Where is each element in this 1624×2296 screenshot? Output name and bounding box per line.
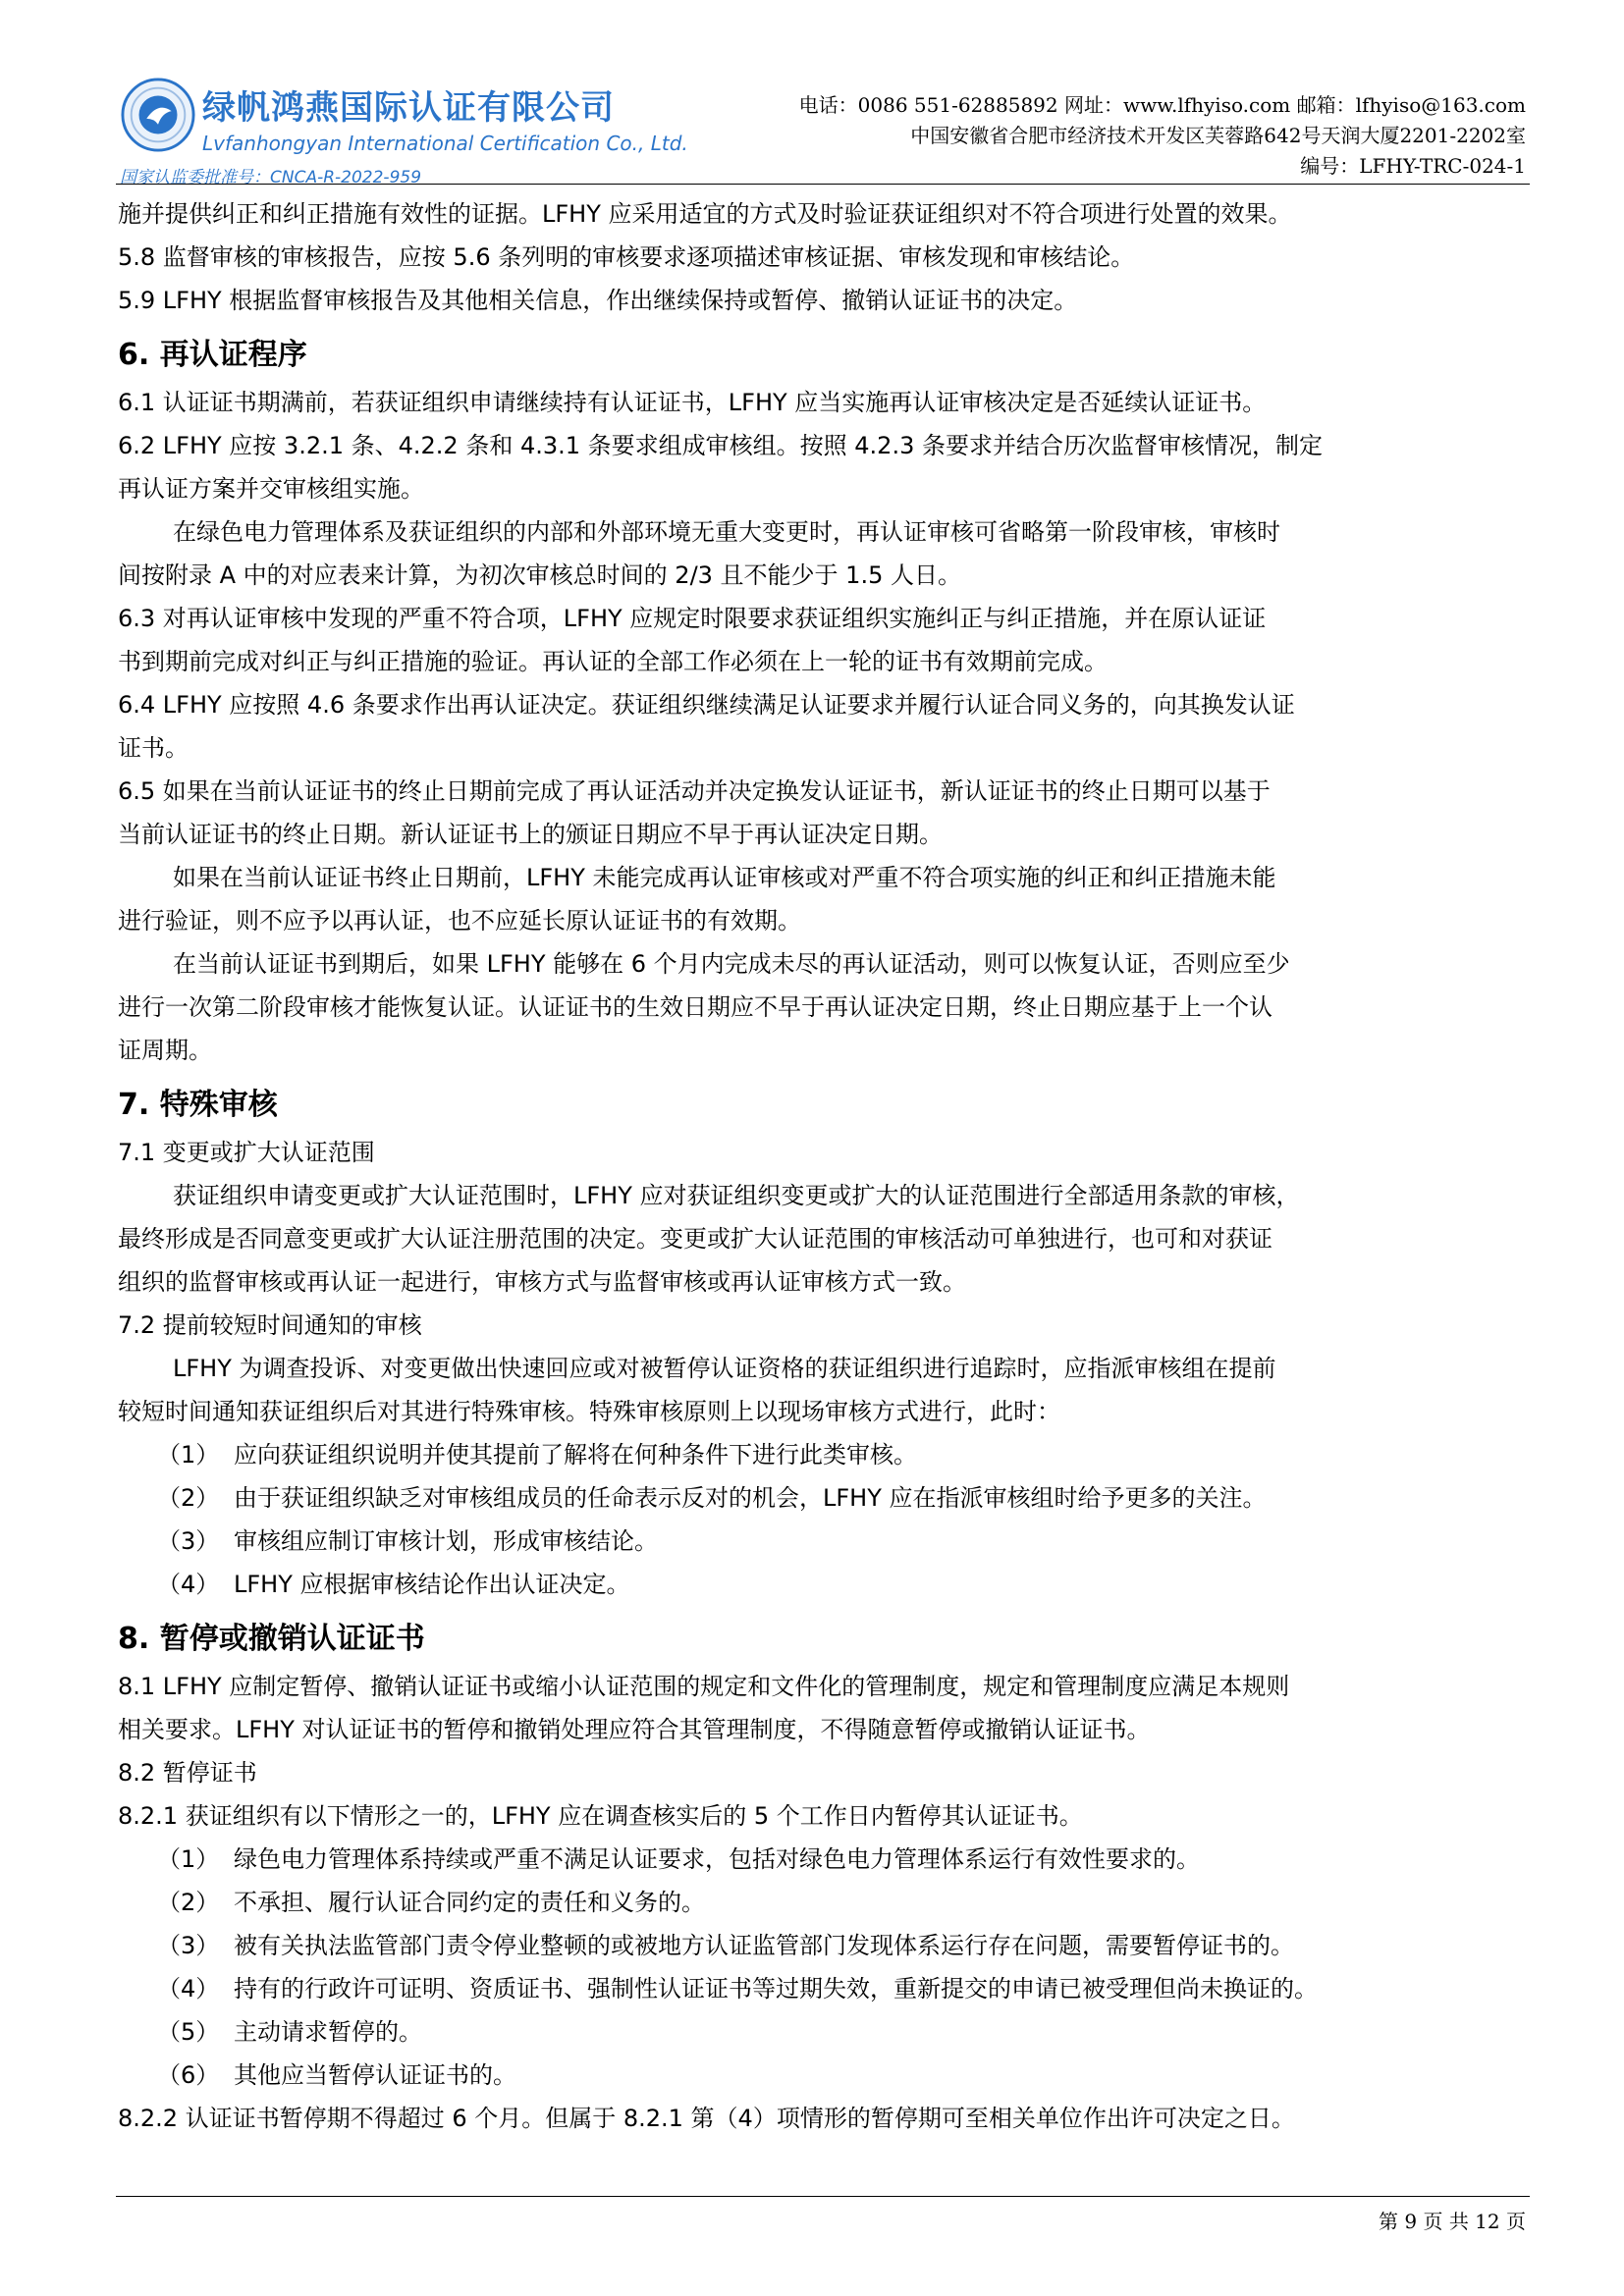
paragraph: 证周期。	[118, 1037, 212, 1064]
list-item-number: （6）	[157, 2061, 220, 2089]
clause-7-2: 7.2 提前较短时间通知的审核	[118, 1311, 422, 1339]
paragraph: 相关要求。LFHY 对认证证书的暂停和撤销处理应符合其管理制度，不得随意暂停或撤销认证证书。	[118, 1716, 1151, 1743]
list-item-text: 主动请求暂停的。	[234, 2018, 422, 2046]
clause-8-2: 8.2 暂停证书	[118, 1759, 257, 1787]
clause-5-9: 5.9 LFHY 根据监督审核报告及其他相关信息，作出继续保持或暂停、撤销认证证书的决定。	[118, 287, 1078, 314]
footer-divider	[116, 2196, 1530, 2197]
clause-5-8: 5.8 监督审核的审核报告，应按 5.6 条列明的审核要求逐项描述审核证据、审核发现和审核结论。	[118, 243, 1135, 271]
list-item	[118, 1881, 1532, 1924]
paragraph: 在绿色电力管理体系及获证组织的内部和外部环境无重大变更时，再认证审核可省略第一阶段审核，审核时	[173, 518, 1280, 546]
paragraph: 如果在当前认证证书终止日期前，LFHY 未能完成再认证审核或对严重不符合项实施的纠正和纠正措施未能	[173, 864, 1276, 891]
document-body	[118, 192, 1532, 2140]
clause-6-3: 6.3 对再认证审核中发现的严重不符合项，LFHY 应规定时限要求获证组织实施纠正与纠正措施，并在原认证证	[118, 605, 1267, 632]
list-item-number: （3）	[157, 1527, 220, 1555]
contact-block	[799, 90, 1526, 182]
clause-8-2-1: 8.2.1 获证组织有以下情形之一的，LFHY 应在调查核实后的 5 个工作日内暂停其认证证书。	[118, 1802, 1083, 1830]
paragraph: 进行一次第二阶段审核才能恢复认证。认证证书的生效日期应不早于再认证决定日期，终止日期应基于上一个认	[118, 993, 1272, 1021]
paragraph: 当前认证证书的终止日期。新认证证书上的颁证日期应不早于再认证决定日期。	[118, 821, 943, 848]
clause-6-4: 6.4 LFHY 应按照 4.6 条要求作出再认证决定。获证组织继续满足认证要求并履行认证合同义务的，向其换发认证	[118, 691, 1295, 719]
paragraph: 间按附录 A 中的对应表来计算，为初次审核总时间的 2/3 且不能少于 1.5 人日。	[118, 561, 961, 589]
company-name-en: Lvfanhongyan International Certification Co., Ltd.	[202, 132, 688, 155]
list-item	[118, 1433, 1532, 1476]
clause-8-2-2: 8.2.2 认证证书暂停期不得超过 6 个月。但属于 8.2.1 第（4）项情形的暂停期可至相关单位作出许可决定之日。	[118, 2105, 1295, 2132]
paragraph: 最终形成是否同意变更或扩大认证注册范围的决定。变更或扩大认证范围的审核活动可单独进行，也可和对获证	[118, 1225, 1272, 1253]
company-logo-icon	[120, 77, 196, 153]
list-item-number: （5）	[157, 2018, 220, 2046]
header-divider	[116, 184, 1530, 185]
document-number: 编号：LFHY-TRC-024-1	[1300, 154, 1526, 178]
list-item-number: （4）	[157, 1571, 220, 1598]
list-item	[118, 1924, 1532, 1967]
clause-6-2: 6.2 LFHY 应按 3.2.1 条、4.2.2 条和 4.3.1 条要求组成审核组。按照 4.2.3 条要求并结合历次监督审核情况，制定	[118, 432, 1323, 459]
paragraph: 再认证方案并交审核组实施。	[118, 475, 424, 503]
contact-line: 电话：0086 551-62885892 网址：www.lfhyiso.com 邮箱：lfhyiso@163.com	[798, 93, 1526, 117]
list-item-number: （2）	[157, 1889, 220, 1916]
address-line: 中国安徽省合肥市经济技术开发区芙蓉路642号天润大厦2201-2202室	[910, 124, 1526, 147]
list-item-text: 应向获证组织说明并使其提前了解将在何种条件下进行此类审核。	[234, 1441, 917, 1468]
list-item-number: （4）	[157, 1975, 220, 2002]
list-item-text: 持有的行政许可证明、资质证书、强制性认证证书等过期失效，重新提交的申请已被受理但尚未换证的。	[234, 1975, 1318, 2002]
approval-number: 国家认监委批准号：CNCA-R-2022-959	[120, 168, 422, 187]
list-item	[118, 2054, 1532, 2097]
list-item	[118, 1520, 1532, 1563]
paragraph: 书到期前完成对纠正与纠正措施的验证。再认证的全部工作必须在上一轮的证书有效期前完成。	[118, 648, 1108, 675]
list-item-text: 被有关执法监管部门责令停业整顿的或被地方认证监管部门发现体系运行存在问题，需要暂停证书的。	[234, 1932, 1294, 1959]
clause-6-5: 6.5 如果在当前认证证书的终止日期前完成了再认证活动并决定换发认证证书，新认证证书的终止日期可以基于	[118, 777, 1271, 805]
paragraph: 较短时间通知获证组织后对其进行特殊审核。特殊审核原则上以现场审核方式进行，此时：	[118, 1398, 1060, 1425]
list-item-text: LFHY 应根据审核结论作出认证决定。	[234, 1571, 630, 1598]
list-item	[118, 1563, 1532, 1606]
section-heading-6: 6. 再认证程序	[118, 338, 307, 372]
page-header	[0, 0, 1624, 187]
list-item	[118, 2010, 1532, 2054]
list-item	[118, 1476, 1532, 1520]
clause-7-1: 7.1 变更或扩大认证范围	[118, 1139, 375, 1166]
list-item-text: 审核组应制订审核计划，形成审核结论。	[234, 1527, 658, 1555]
paragraph: 在当前认证证书到期后，如果 LFHY 能够在 6 个月内完成未尽的再认证活动，则可以恢复认证，否则应至少	[173, 950, 1290, 978]
list-item-text: 绿色电力管理体系持续或严重不满足认证要求，包括对绿色电力管理体系运行有效性要求的。	[234, 1845, 1200, 1873]
paragraph: 组织的监督审核或再认证一起进行，审核方式与监督审核或再认证审核方式一致。	[118, 1268, 966, 1296]
list-item	[118, 1967, 1532, 2010]
list-item-number: （3）	[157, 1932, 220, 1959]
paragraph: LFHY 为调查投诉、对变更做出快速回应或对被暂停认证资格的获证组织进行追踪时，应指派审核组在提前	[173, 1355, 1276, 1382]
list-item-number: （1）	[157, 1845, 220, 1873]
paragraph: 施并提供纠正和纠正措施有效性的证据。LFHY 应采用适宜的方式及时验证获证组织对不符合项进行处置的效果。	[118, 200, 1292, 228]
list-item-text: 由于获证组织缺乏对审核组成员的任命表示反对的机会，LFHY 应在指派审核组时给予更多的关注。	[234, 1484, 1267, 1512]
list-item-number: （2）	[157, 1484, 220, 1512]
paragraph: 获证组织申请变更或扩大认证范围时，LFHY 应对获证组织变更或扩大的认证范围进行全部适用条款的审核，	[173, 1182, 1300, 1209]
list-item-text: 其他应当暂停认证证书的。	[234, 2061, 516, 2089]
section-heading-8: 8. 暂停或撤销认证证书	[118, 1622, 425, 1656]
clause-6-1: 6.1 认证证书期满前，若获证组织申请继续持有认证证书，LFHY 应当实施再认证审核决定是否延续认证证书。	[118, 389, 1267, 416]
company-name-cn: 绿帆鸿燕国际认证有限公司	[202, 88, 615, 128]
list-item-number: （1）	[157, 1441, 220, 1468]
list-item	[118, 1838, 1532, 1881]
section-heading-7: 7. 特殊审核	[118, 1088, 278, 1122]
list-item-text: 不承担、履行认证合同约定的责任和义务的。	[234, 1889, 705, 1916]
page-number: 第 9 页 共 12 页	[1379, 2210, 1526, 2233]
paragraph: 进行验证，则不应予以再认证，也不应延长原认证证书的有效期。	[118, 907, 801, 934]
paragraph: 证书。	[118, 734, 189, 762]
clause-8-1: 8.1 LFHY 应制定暂停、撤销认证证书或缩小认证范围的规定和文件化的管理制度，规定和管理制度应满足本规则	[118, 1673, 1290, 1700]
